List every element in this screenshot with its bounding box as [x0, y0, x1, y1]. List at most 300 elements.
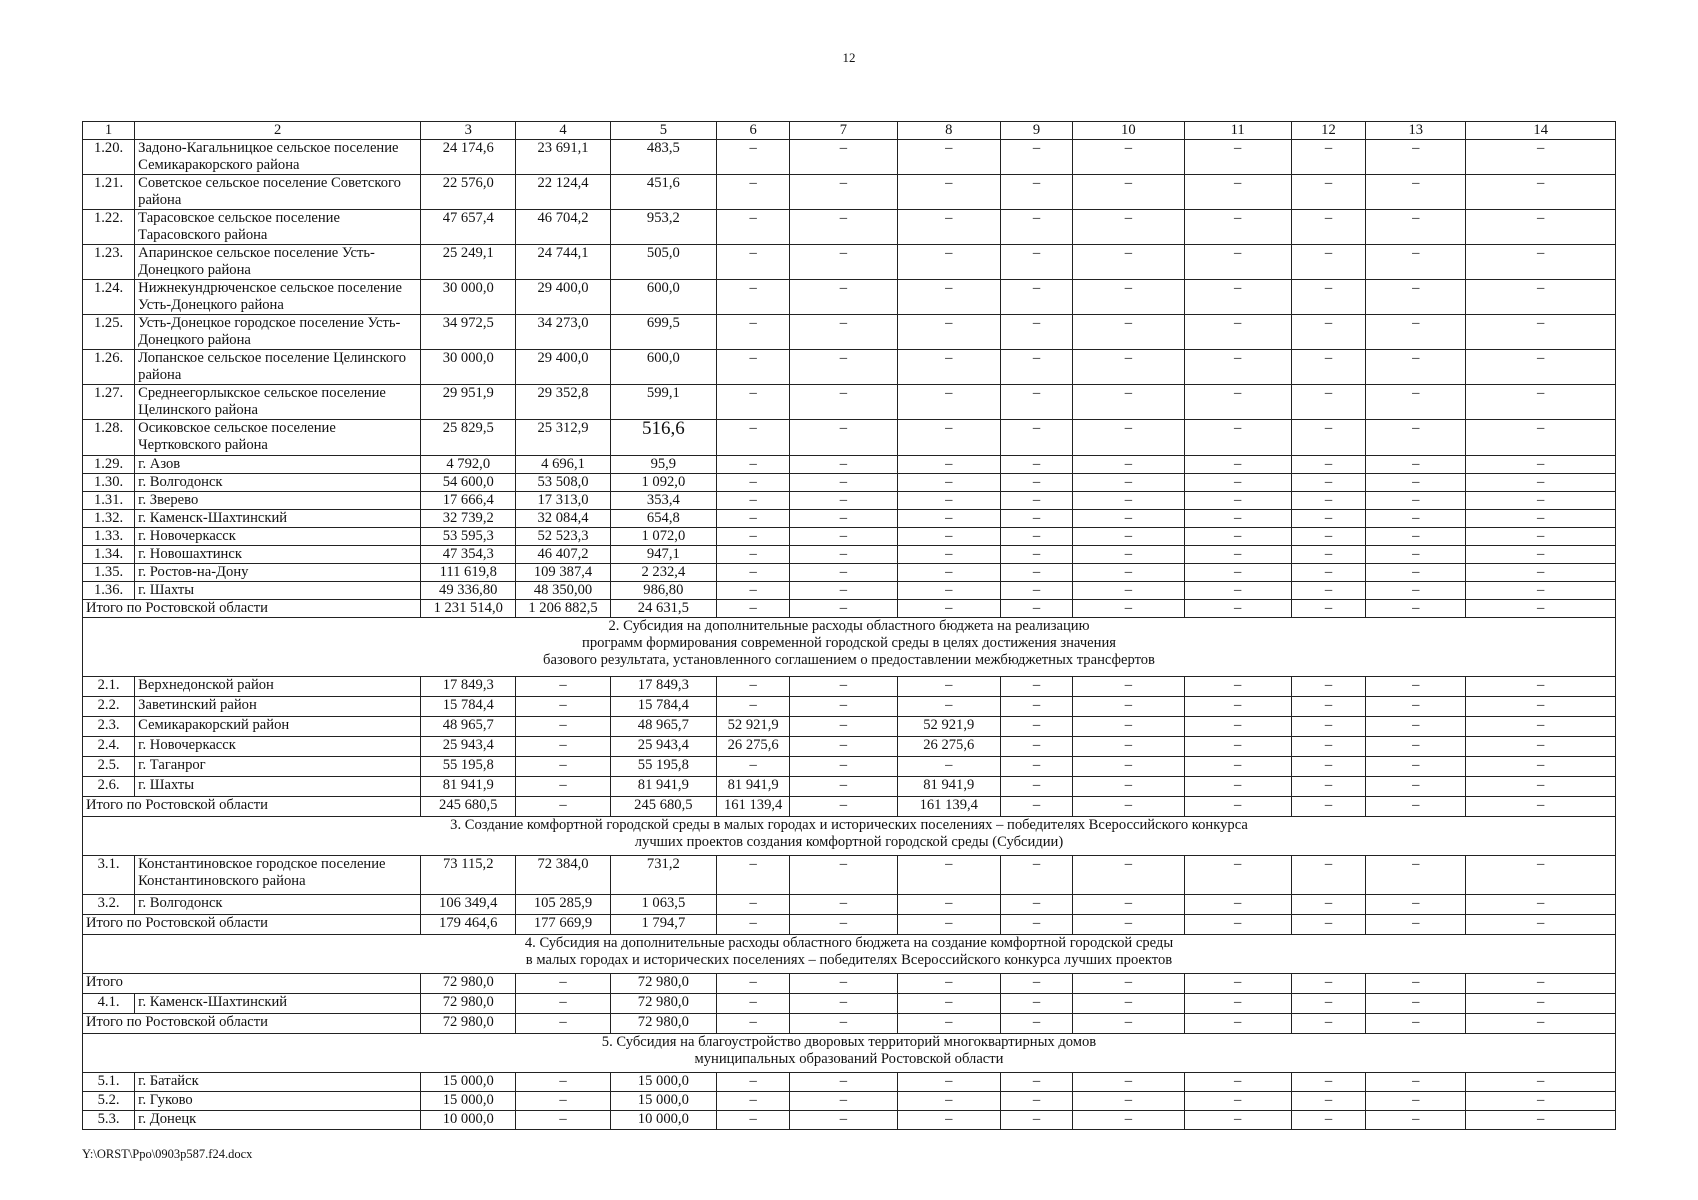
municipality-name: г. Шахты — [135, 777, 421, 797]
amount-col-9: – — [1000, 315, 1072, 350]
amount-regional: 699,5 — [610, 315, 716, 350]
amount-col-7: – — [790, 677, 897, 697]
row-number: 2.5. — [83, 757, 135, 777]
amount-col-9: – — [1000, 528, 1072, 546]
column-number-11: 11 — [1184, 122, 1291, 140]
row-number: 1.28. — [83, 420, 135, 456]
amount-col-12: – — [1291, 856, 1365, 895]
amount-col-10: – — [1073, 564, 1184, 582]
amount-col-14: – — [1466, 420, 1616, 456]
table-row — [83, 175, 1616, 210]
amount-col-14: – — [1466, 677, 1616, 697]
table-row — [83, 210, 1616, 245]
amount-federal: 17 313,0 — [516, 492, 610, 510]
amount-col-12: – — [1291, 737, 1365, 757]
amount-col-10: – — [1073, 777, 1184, 797]
amount-col-7: – — [790, 1073, 897, 1092]
amount-col-7: – — [790, 697, 897, 717]
amount-col-14: – — [1466, 697, 1616, 717]
amount-total: 25 249,1 — [421, 245, 516, 280]
municipality-name: Среднеегорлыкское сельское поселение Целинского района — [135, 385, 421, 420]
amount-col-7: – — [790, 385, 897, 420]
amount-total: 245 680,5 — [421, 797, 516, 817]
amount-total: 106 349,4 — [421, 895, 516, 915]
amount-col-7: – — [790, 210, 897, 245]
amount-col-11: – — [1184, 210, 1291, 245]
amount-regional: 15 000,0 — [610, 1092, 716, 1111]
amount-col-7: – — [790, 456, 897, 474]
amount-col-8: – — [897, 757, 1000, 777]
amount-federal: 22 124,4 — [516, 175, 610, 210]
amount-regional: 600,0 — [610, 350, 716, 385]
amount-col-7: – — [790, 492, 897, 510]
table-row — [83, 385, 1616, 420]
amount-regional: 1 072,0 — [610, 528, 716, 546]
amount-col-8: – — [897, 210, 1000, 245]
amount-col-14: – — [1466, 974, 1616, 994]
amount-total: 48 965,7 — [421, 717, 516, 737]
amount-col-14: – — [1466, 856, 1616, 895]
amount-col-9: – — [1000, 456, 1072, 474]
amount-col-10: – — [1073, 737, 1184, 757]
amount-col-11: – — [1184, 1111, 1291, 1130]
amount-col-6: – — [717, 1111, 790, 1130]
amount-regional: 1 794,7 — [610, 915, 716, 935]
amount-col-7: – — [790, 1014, 897, 1034]
amount-col-6: – — [717, 895, 790, 915]
amount-col-9: – — [1000, 737, 1072, 757]
table-row — [83, 737, 1616, 757]
amount-col-8: – — [897, 974, 1000, 994]
amount-col-6: 81 941,9 — [717, 777, 790, 797]
amount-col-12: – — [1291, 140, 1365, 175]
amount-col-7: – — [790, 140, 897, 175]
municipality-name: г. Шахты — [135, 582, 421, 600]
amount-regional: 81 941,9 — [610, 777, 716, 797]
amount-col-7: – — [790, 350, 897, 385]
amount-col-10: – — [1073, 456, 1184, 474]
amount-col-7: – — [790, 420, 897, 456]
section-title — [83, 1034, 1616, 1073]
amount-col-14: – — [1466, 210, 1616, 245]
amount-col-11: – — [1184, 245, 1291, 280]
amount-col-11: – — [1184, 797, 1291, 817]
amount-col-8: – — [897, 856, 1000, 895]
amount-col-14: – — [1466, 528, 1616, 546]
amount-regional: 1 063,5 — [610, 895, 716, 915]
amount-col-11: – — [1184, 528, 1291, 546]
section-title-line: программ формирования современной городской среды в целях достижения значения — [582, 635, 1116, 651]
section-header-row — [83, 817, 1616, 856]
amount-col-10: – — [1073, 175, 1184, 210]
table-row — [83, 564, 1616, 582]
amount-total: 111 619,8 — [421, 564, 516, 582]
amount-federal: 29 400,0 — [516, 350, 610, 385]
amount-regional: 947,1 — [610, 546, 716, 564]
amount-col-10: – — [1073, 697, 1184, 717]
amount-col-12: – — [1291, 350, 1365, 385]
amount-col-6: – — [717, 974, 790, 994]
amount-regional: 55 195,8 — [610, 757, 716, 777]
amount-regional: 15 000,0 — [610, 1073, 716, 1092]
amount-col-8: – — [897, 510, 1000, 528]
amount-regional: 953,2 — [610, 210, 716, 245]
amount-col-6: – — [717, 1014, 790, 1034]
amount-federal: 29 400,0 — [516, 280, 610, 315]
amount-federal: 1 206 882,5 — [516, 600, 610, 618]
municipality-name: г. Волгодонск — [135, 895, 421, 915]
amount-col-8: – — [897, 546, 1000, 564]
amount-col-12: – — [1291, 420, 1365, 456]
amount-col-12: – — [1291, 1073, 1365, 1092]
amount-col-13: – — [1366, 280, 1466, 315]
amount-federal: 32 084,4 — [516, 510, 610, 528]
amount-col-9: – — [1000, 974, 1072, 994]
amount-col-14: – — [1466, 600, 1616, 618]
table-row — [83, 994, 1616, 1014]
amount-col-9: – — [1000, 717, 1072, 737]
amount-col-6: – — [717, 600, 790, 618]
municipality-name: г. Волгодонск — [135, 474, 421, 492]
table-row — [83, 777, 1616, 797]
amount-total: 15 000,0 — [421, 1092, 516, 1111]
amount-total: 10 000,0 — [421, 1111, 516, 1130]
municipality-name: г. Каменск-Шахтинский — [135, 510, 421, 528]
amount-regional: 1 092,0 — [610, 474, 716, 492]
amount-col-11: – — [1184, 474, 1291, 492]
amount-col-6: 52 921,9 — [717, 717, 790, 737]
amount-total: 15 000,0 — [421, 1073, 516, 1092]
municipality-name: Осиковское сельское поселение Чертковского района — [135, 420, 421, 456]
amount-col-7: – — [790, 895, 897, 915]
amount-col-6: – — [717, 385, 790, 420]
amount-col-10: – — [1073, 315, 1184, 350]
amount-federal: 52 523,3 — [516, 528, 610, 546]
amount-col-10: – — [1073, 582, 1184, 600]
amount-col-11: – — [1184, 895, 1291, 915]
municipality-name: Усть-Донецкое городское поселение Усть-Донецкого района — [135, 315, 421, 350]
amount-col-13: – — [1366, 737, 1466, 757]
municipality-name: г. Таганрог — [135, 757, 421, 777]
amount-col-14: – — [1466, 474, 1616, 492]
amount-federal: – — [516, 737, 610, 757]
amount-col-11: – — [1184, 350, 1291, 385]
amount-col-8: – — [897, 895, 1000, 915]
amount-col-10: – — [1073, 280, 1184, 315]
section-header-row — [83, 935, 1616, 974]
amount-col-6: – — [717, 245, 790, 280]
amount-col-6: 26 275,6 — [717, 737, 790, 757]
amount-col-14: – — [1466, 582, 1616, 600]
section-header-row — [83, 618, 1616, 677]
amount-col-10: – — [1073, 856, 1184, 895]
amount-regional: 48 965,7 — [610, 717, 716, 737]
column-number-5: 5 — [610, 122, 716, 140]
amount-regional: 72 980,0 — [610, 994, 716, 1014]
amount-col-10: – — [1073, 510, 1184, 528]
section-title-line: базового результата, установленного соглашением о предоставлении межбюджетных трансфертов — [543, 652, 1155, 668]
municipality-name: Тарасовское сельское поселение Тарасовского района — [135, 210, 421, 245]
amount-col-13: – — [1366, 474, 1466, 492]
section-title-line: 5. Субсидия на благоустройство дворовых территорий многоквартирных домов — [601, 1034, 1097, 1050]
amount-federal: – — [516, 757, 610, 777]
amount-regional: 600,0 — [610, 280, 716, 315]
amount-regional: 24 631,5 — [610, 600, 716, 618]
amount-col-13: – — [1366, 797, 1466, 817]
amount-col-9: – — [1000, 385, 1072, 420]
column-number-7: 7 — [790, 122, 897, 140]
amount-col-6: – — [717, 564, 790, 582]
amount-col-13: – — [1366, 456, 1466, 474]
amount-col-8: – — [897, 492, 1000, 510]
amount-col-11: – — [1184, 915, 1291, 935]
amount-col-9: – — [1000, 420, 1072, 456]
column-number-2: 2 — [135, 122, 421, 140]
row-number: 1.20. — [83, 140, 135, 175]
amount-col-6: – — [717, 350, 790, 385]
amount-federal: 109 387,4 — [516, 564, 610, 582]
amount-total: 25 829,5 — [421, 420, 516, 456]
amount-col-11: – — [1184, 856, 1291, 895]
amount-federal: – — [516, 677, 610, 697]
amount-total: 72 980,0 — [421, 1014, 516, 1034]
table-row — [83, 510, 1616, 528]
column-number-12: 12 — [1291, 122, 1365, 140]
amount-federal: 53 508,0 — [516, 474, 610, 492]
amount-col-10: – — [1073, 385, 1184, 420]
section-title-line: в малых городах и исторических поселениях – победителях Всероссийского конкурса лучших проектов — [525, 952, 1173, 968]
amount-col-12: – — [1291, 175, 1365, 210]
amount-col-12: – — [1291, 210, 1365, 245]
section-title-line: 3. Создание комфортной городской среды в малых городах и исторических поселениях – победителях Всероссийского конкурса — [450, 817, 1248, 833]
row-number: 1.29. — [83, 456, 135, 474]
amount-col-13: – — [1366, 582, 1466, 600]
amount-col-9: – — [1000, 994, 1072, 1014]
column-number-8: 8 — [897, 122, 1000, 140]
amount-regional: 15 784,4 — [610, 697, 716, 717]
amount-col-13: – — [1366, 350, 1466, 385]
row-number: 1.27. — [83, 385, 135, 420]
amount-col-6: – — [717, 677, 790, 697]
amount-col-9: – — [1000, 140, 1072, 175]
amount-regional: 599,1 — [610, 385, 716, 420]
amount-col-7: – — [790, 528, 897, 546]
amount-col-14: – — [1466, 385, 1616, 420]
amount-col-11: – — [1184, 315, 1291, 350]
amount-col-11: – — [1184, 546, 1291, 564]
amount-col-6: – — [717, 546, 790, 564]
amount-regional: 654,8 — [610, 510, 716, 528]
row-number: 1.24. — [83, 280, 135, 315]
section-title-line: муниципальных образований Ростовской области — [694, 1051, 1004, 1067]
table-row — [83, 528, 1616, 546]
table-row — [83, 697, 1616, 717]
row-number: 2.4. — [83, 737, 135, 757]
amount-total: 15 784,4 — [421, 697, 516, 717]
amount-federal: – — [516, 797, 610, 817]
amount-federal: 46 704,2 — [516, 210, 610, 245]
amount-col-11: – — [1184, 1092, 1291, 1111]
column-number-4: 4 — [516, 122, 610, 140]
amount-federal: – — [516, 717, 610, 737]
amount-col-10: – — [1073, 210, 1184, 245]
amount-col-8: 52 921,9 — [897, 717, 1000, 737]
amount-col-14: – — [1466, 777, 1616, 797]
amount-federal: – — [516, 1111, 610, 1130]
row-number: 1.26. — [83, 350, 135, 385]
amount-col-14: – — [1466, 510, 1616, 528]
amount-federal: 34 273,0 — [516, 315, 610, 350]
amount-col-8: – — [897, 697, 1000, 717]
amount-col-9: – — [1000, 777, 1072, 797]
amount-col-8: – — [897, 420, 1000, 456]
municipality-name: г. Гуково — [135, 1092, 421, 1111]
amount-col-11: – — [1184, 1073, 1291, 1092]
municipality-name: г. Новошахтинск — [135, 546, 421, 564]
amount-col-14: – — [1466, 315, 1616, 350]
amount-col-6: – — [717, 528, 790, 546]
amount-col-9: – — [1000, 582, 1072, 600]
amount-col-10: – — [1073, 1092, 1184, 1111]
amount-col-8: – — [897, 474, 1000, 492]
table-row — [83, 350, 1616, 385]
amount-col-10: – — [1073, 1111, 1184, 1130]
row-number: 4.1. — [83, 994, 135, 1014]
amount-col-8: – — [897, 1092, 1000, 1111]
amount-col-13: – — [1366, 600, 1466, 618]
amount-col-7: – — [790, 777, 897, 797]
amount-total: 55 195,8 — [421, 757, 516, 777]
amount-federal: 105 285,9 — [516, 895, 610, 915]
amount-col-7: – — [790, 974, 897, 994]
amount-col-11: – — [1184, 697, 1291, 717]
amount-col-6: – — [717, 492, 790, 510]
amount-total: 32 739,2 — [421, 510, 516, 528]
amount-col-9: – — [1000, 510, 1072, 528]
amount-regional: 245 680,5 — [610, 797, 716, 817]
section-title — [83, 618, 1616, 677]
amount-col-10: – — [1073, 895, 1184, 915]
amount-federal: – — [516, 994, 610, 1014]
amount-regional: 731,2 — [610, 856, 716, 895]
amount-total: 72 980,0 — [421, 974, 516, 994]
page-number: 12 — [842, 50, 856, 65]
amount-col-13: – — [1366, 895, 1466, 915]
amount-col-13: – — [1366, 717, 1466, 737]
table-row — [83, 546, 1616, 564]
amount-col-8: – — [897, 175, 1000, 210]
column-number-9: 9 — [1000, 122, 1072, 140]
amount-col-10: – — [1073, 350, 1184, 385]
amount-col-8: 81 941,9 — [897, 777, 1000, 797]
amount-col-12: – — [1291, 677, 1365, 697]
amount-federal: 72 384,0 — [516, 856, 610, 895]
amount-total: 25 943,4 — [421, 737, 516, 757]
amount-col-11: – — [1184, 280, 1291, 315]
amount-col-13: – — [1366, 528, 1466, 546]
row-number: 2.3. — [83, 717, 135, 737]
total-row — [83, 600, 1616, 618]
amount-federal: 23 691,1 — [516, 140, 610, 175]
table-row — [83, 895, 1616, 915]
amount-col-13: – — [1366, 315, 1466, 350]
amount-col-14: – — [1466, 895, 1616, 915]
amount-col-12: – — [1291, 474, 1365, 492]
municipality-name: г. Зверево — [135, 492, 421, 510]
amount-col-13: – — [1366, 245, 1466, 280]
amount-col-14: – — [1466, 1111, 1616, 1130]
amount-col-6: – — [717, 757, 790, 777]
amount-regional: 451,6 — [610, 175, 716, 210]
amount-total: 34 972,5 — [421, 315, 516, 350]
amount-col-12: – — [1291, 564, 1365, 582]
amount-col-9: – — [1000, 600, 1072, 618]
section-title-line: 2. Субсидия на дополнительные расходы областного бюджета на реализацию — [608, 618, 1090, 634]
total-row — [83, 797, 1616, 817]
section-title — [83, 817, 1616, 856]
amount-col-7: – — [790, 757, 897, 777]
amount-total: 53 595,3 — [421, 528, 516, 546]
table-row — [83, 1073, 1616, 1092]
amount-col-13: – — [1366, 757, 1466, 777]
amount-col-7: – — [790, 245, 897, 280]
amount-regional: 17 849,3 — [610, 677, 716, 697]
table-body — [83, 122, 1616, 1130]
amount-col-7: – — [790, 546, 897, 564]
amount-total: 30 000,0 — [421, 280, 516, 315]
amount-federal: – — [516, 1092, 610, 1111]
amount-col-13: – — [1366, 564, 1466, 582]
amount-col-8: – — [897, 582, 1000, 600]
amount-col-6: – — [717, 175, 790, 210]
amount-col-13: – — [1366, 1092, 1466, 1111]
amount-col-10: – — [1073, 1014, 1184, 1034]
amount-col-13: – — [1366, 385, 1466, 420]
row-number: 1.36. — [83, 582, 135, 600]
amount-col-8: – — [897, 677, 1000, 697]
amount-col-14: – — [1466, 717, 1616, 737]
table-row — [83, 1092, 1616, 1111]
row-number: 2.2. — [83, 697, 135, 717]
amount-federal: 48 350,00 — [516, 582, 610, 600]
column-number-header-row — [83, 122, 1616, 140]
amount-col-11: – — [1184, 175, 1291, 210]
table-row — [83, 140, 1616, 175]
municipality-name: г. Каменск-Шахтинский — [135, 994, 421, 1014]
amount-col-14: – — [1466, 1014, 1616, 1034]
amount-col-11: – — [1184, 1014, 1291, 1034]
amount-col-11: – — [1184, 385, 1291, 420]
amount-col-11: – — [1184, 140, 1291, 175]
amount-col-7: – — [790, 856, 897, 895]
subsidy-table — [82, 121, 1616, 1130]
amount-col-11: – — [1184, 510, 1291, 528]
amount-col-8: – — [897, 600, 1000, 618]
amount-regional: 353,4 — [610, 492, 716, 510]
amount-col-8: – — [897, 140, 1000, 175]
municipality-name: Апаринское сельское поселение Усть-Донецкого района — [135, 245, 421, 280]
amount-col-13: – — [1366, 1073, 1466, 1092]
amount-col-8: – — [897, 1014, 1000, 1034]
amount-col-12: – — [1291, 895, 1365, 915]
amount-col-13: – — [1366, 1014, 1466, 1034]
amount-federal: 25 312,9 — [516, 420, 610, 456]
amount-col-13: – — [1366, 210, 1466, 245]
amount-col-14: – — [1466, 175, 1616, 210]
amount-col-10: – — [1073, 1073, 1184, 1092]
amount-col-11: – — [1184, 737, 1291, 757]
row-number: 1.35. — [83, 564, 135, 582]
